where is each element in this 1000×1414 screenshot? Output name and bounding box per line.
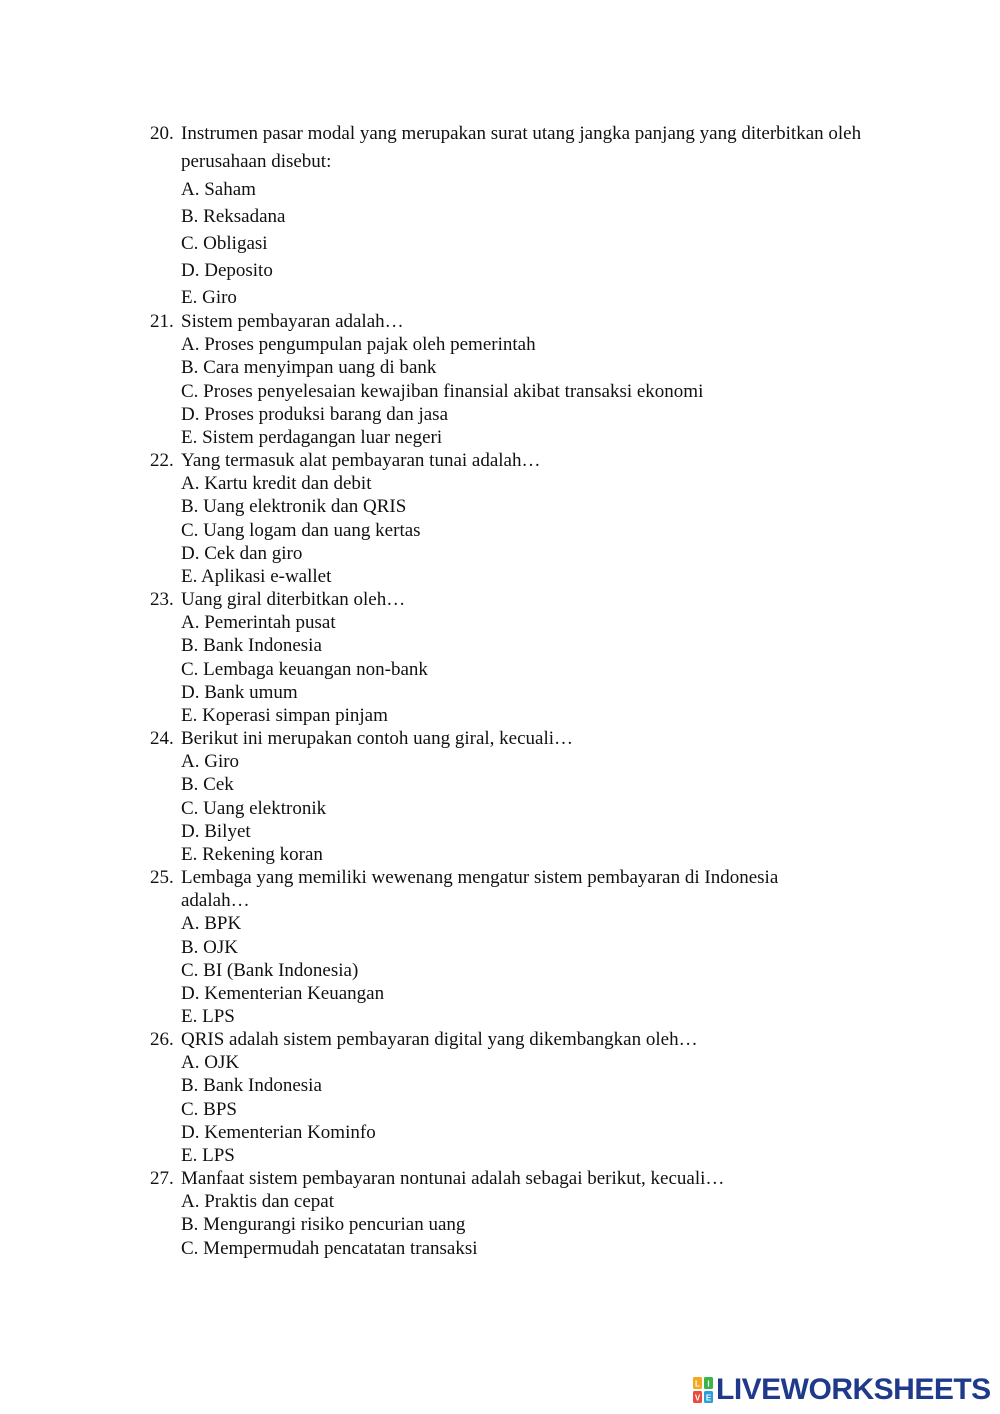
option-b[interactable]: B. Mengurangi risiko pencurian uang xyxy=(181,1214,466,1236)
question-21 xyxy=(150,310,880,449)
question-text: Lembaga yang memiliki wewenang mengatur sistem pembayaran di Indonesia adalah… xyxy=(181,867,779,912)
question-text: QRIS adalah sistem pembayaran digital yang dikembangkan oleh… xyxy=(181,1029,698,1050)
question-text: Berikut ini merupakan contoh uang giral, kecuali… xyxy=(181,728,574,749)
option-e[interactable]: E. Rekening koran xyxy=(181,844,323,866)
option-a[interactable]: A. OJK xyxy=(181,1052,240,1074)
question-text: Uang giral diterbitkan oleh… xyxy=(181,589,406,610)
option-e[interactable]: E. LPS xyxy=(181,1145,235,1167)
option-b[interactable]: B. OJK xyxy=(181,936,239,958)
question-23 xyxy=(150,588,880,727)
option-e[interactable]: E. LPS xyxy=(181,1006,235,1028)
option-d[interactable]: D. Kementerian Kominfo xyxy=(181,1121,376,1143)
svg-text:L: L xyxy=(695,1379,700,1389)
question-26 xyxy=(150,1028,880,1167)
option-c[interactable]: C. BI (Bank Indonesia) xyxy=(181,959,359,981)
option-d[interactable]: D. Cek dan giro xyxy=(181,542,303,564)
option-d[interactable]: D. Deposito xyxy=(181,260,273,281)
question-number: 23. xyxy=(150,589,174,610)
option-b[interactable]: B. Reksadana xyxy=(181,206,286,227)
option-a[interactable]: A. BPK xyxy=(181,913,242,935)
svg-text:I: I xyxy=(707,1379,710,1389)
question-number: 24. xyxy=(150,728,174,749)
watermark-text: LIVEWORKSHEETS xyxy=(716,1373,991,1406)
option-c[interactable]: C. Uang elektronik xyxy=(181,797,327,819)
question-text: Manfaat sistem pembayaran nontunai adalah sebagai berikut, kecuali… xyxy=(181,1168,725,1189)
option-d[interactable]: D. Proses produksi barang dan jasa xyxy=(181,403,449,425)
question-number: 22. xyxy=(150,450,174,471)
question-text: Instrumen pasar modal yang merupakan surat utang jangka panjang yang diterbitkan oleh perusahaan disebut: xyxy=(181,123,862,172)
liveworksheets-logo-icon xyxy=(693,1377,713,1403)
option-c[interactable]: C. Obligasi xyxy=(181,233,268,254)
question-number: 21. xyxy=(150,311,174,332)
question-22 xyxy=(150,449,880,588)
option-a[interactable]: A. Saham xyxy=(181,179,256,200)
option-b[interactable]: B. Bank Indonesia xyxy=(181,1075,322,1097)
question-number: 26. xyxy=(150,1029,174,1050)
question-number: 20. xyxy=(150,123,174,144)
option-a[interactable]: A. Kartu kredit dan debit xyxy=(181,473,372,495)
option-b[interactable]: B. Uang elektronik dan QRIS xyxy=(181,496,407,518)
option-d[interactable]: D. Kementerian Keuangan xyxy=(181,983,385,1005)
option-a[interactable]: A. Giro xyxy=(181,751,240,773)
option-d[interactable]: D. Bilyet xyxy=(181,820,251,842)
option-e[interactable]: E. Aplikasi e-wallet xyxy=(181,566,332,588)
option-c[interactable]: C. Lembaga keuangan non-bank xyxy=(181,658,428,680)
option-e[interactable]: E. Sistem perdagangan luar negeri xyxy=(181,427,443,449)
question-25 xyxy=(150,866,880,1028)
option-c[interactable]: C. Uang logam dan uang kertas xyxy=(181,519,421,541)
option-d[interactable]: D. Bank umum xyxy=(181,681,298,703)
option-a[interactable]: A. Praktis dan cepat xyxy=(181,1191,335,1213)
option-b[interactable]: B. Cara menyimpan uang di bank xyxy=(181,357,437,379)
option-a[interactable]: A. Pemerintah pusat xyxy=(181,612,336,634)
option-a[interactable]: A. Proses pengumpulan pajak oleh pemerintah xyxy=(181,334,536,356)
question-number: 27. xyxy=(150,1168,174,1189)
question-27 xyxy=(150,1167,880,1260)
question-text: Sistem pembayaran adalah… xyxy=(181,311,404,332)
question-20 xyxy=(150,120,880,311)
question-24 xyxy=(150,727,880,866)
option-c[interactable]: C. Proses penyelesaian kewajiban finansial akibat transaksi ekonomi xyxy=(181,380,704,402)
option-c[interactable]: C. BPS xyxy=(181,1098,237,1120)
svg-text:E: E xyxy=(705,1393,712,1403)
option-e[interactable]: E. Koperasi simpan pinjam xyxy=(181,705,388,727)
option-e[interactable]: E. Giro xyxy=(181,287,237,308)
svg-text:V: V xyxy=(694,1393,701,1403)
option-b[interactable]: B. Bank Indonesia xyxy=(181,635,322,657)
liveworksheets-watermark xyxy=(693,1373,991,1407)
question-text: Yang termasuk alat pembayaran tunai adalah… xyxy=(181,450,541,471)
option-c[interactable]: C. Mempermudah pencatatan transaksi xyxy=(181,1237,478,1259)
question-number: 25. xyxy=(150,867,174,888)
option-b[interactable]: B. Cek xyxy=(181,774,234,796)
